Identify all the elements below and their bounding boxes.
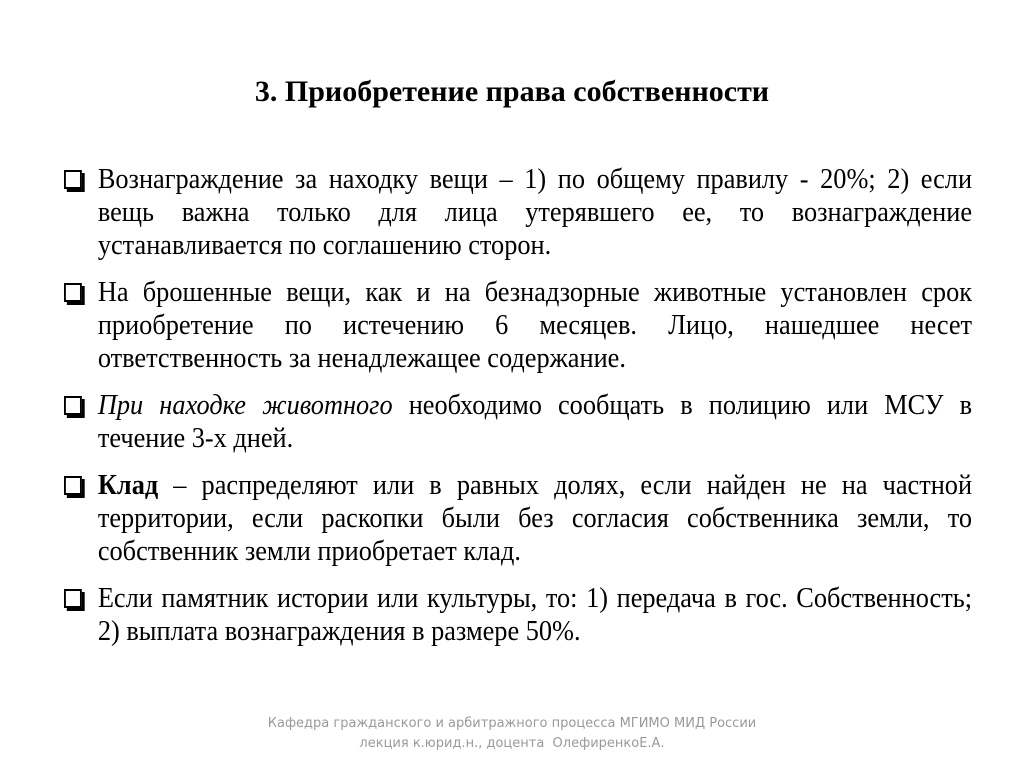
bullet-text: необходимо сообщать в полицию или МСУ в течение 3-х дней. — [97, 390, 973, 454]
footer-lecturer: лекция к.юрид.н., доцента ОлефиренкоЕ.А. — [359, 736, 665, 751]
footer-department: Кафедра гражданского и арбитражного процесса МГИМО МИД России — [267, 716, 757, 731]
bullet-item-cultural-monument — [64, 582, 972, 648]
shadowed-square-bullet-icon — [64, 170, 82, 189]
bullet-text: Если памятник истории или культуры, то: 1) передача в гос. Собственность; 2) выплата вознаграждения в размере 50%. — [97, 583, 973, 647]
shadowed-square-bullet-icon — [64, 283, 82, 302]
bullet-text: Вознаграждение за находку вещи – 1) по общему правилу - 20%; 2) если вещь важна только для лица утерявшего ее, то вознаграждение устанавливается по соглашению сторон. — [97, 164, 973, 261]
bullet-item-found-animal — [64, 389, 972, 455]
shadowed-square-bullet-icon — [64, 476, 82, 495]
slide-footer — [0, 714, 1024, 754]
shadowed-square-bullet-icon — [64, 589, 82, 608]
bullet-item-finder-reward — [64, 163, 972, 262]
bullet-list — [64, 163, 973, 662]
bullet-item-treasure — [64, 469, 972, 568]
bullet-item-abandoned-things — [64, 276, 972, 375]
slide-title: 3. Приобретение права собственности — [254, 75, 770, 108]
bullet-text: На брошенные вещи, как и на безнадзорные животные установлен срок приобретение по истечению 6 месяцев. Лицо, нашедшее несет ответственность за ненадлежащее содержание. — [97, 277, 973, 374]
shadowed-square-bullet-icon — [64, 396, 82, 415]
bullet-text: – распределяют или в равных долях, если найден не на частной территории, если раскопки были без согласия собственника земли, то собственник земли приобретает клад. — [97, 470, 973, 567]
bullet-italic-lead: При находке животного — [97, 390, 393, 421]
bullet-bold-lead: Клад — [97, 470, 159, 501]
